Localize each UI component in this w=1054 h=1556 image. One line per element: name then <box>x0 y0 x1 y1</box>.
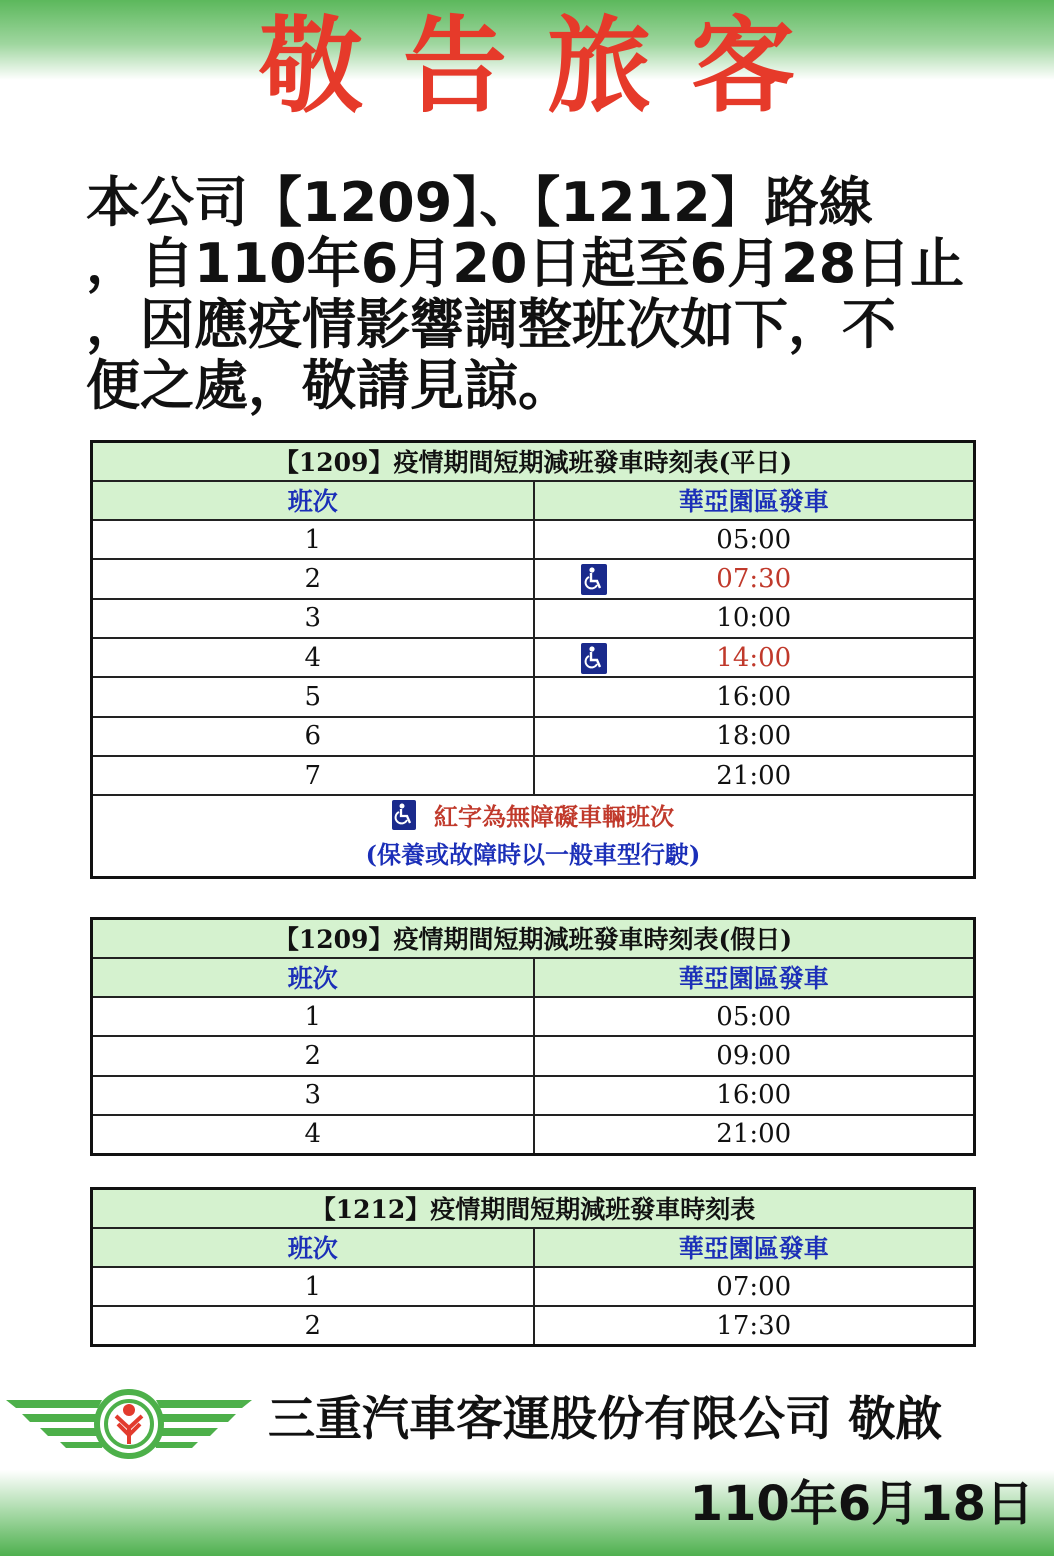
table-heading: 【1209】疫情期間短期減班發車時刻表(平日) <box>92 442 975 481</box>
departure-time: 16:00 <box>534 1076 975 1115</box>
departure-time: 05:00 <box>534 520 975 559</box>
departure-time: 05:00 <box>534 997 975 1036</box>
table-heading: 【1212】疫情期間短期減班發車時刻表 <box>92 1189 975 1228</box>
trip-number: 4 <box>92 1115 534 1154</box>
departure-time: 21:00 <box>534 756 975 795</box>
trip-number: 2 <box>92 1036 534 1075</box>
trip-number: 6 <box>92 717 534 756</box>
table-row <box>92 1267 975 1306</box>
timetable-1209-weekday <box>90 440 976 879</box>
notice-title: 敬告旅客 <box>258 5 835 127</box>
trip-number: 2 <box>92 559 534 598</box>
col-header-depart: 華亞園區發車 <box>534 958 975 997</box>
departure-time-cell <box>534 638 975 677</box>
trip-number: 1 <box>92 997 534 1036</box>
trip-number: 3 <box>92 599 534 638</box>
departure-time: 21:00 <box>534 1115 975 1154</box>
trip-number: 3 <box>92 1076 534 1115</box>
trip-number: 5 <box>92 677 534 716</box>
company-signature: 三重汽車客運股份有限公司 敬啟 <box>268 1392 943 1447</box>
table-row <box>92 717 975 756</box>
wheelchair-icon <box>581 564 607 595</box>
col-header-trip: 班次 <box>92 958 534 997</box>
timetable-1209-holiday <box>90 917 976 1156</box>
table-row <box>92 677 975 716</box>
col-header-trip: 班次 <box>92 481 534 520</box>
wheelchair-icon <box>581 643 607 674</box>
departure-time: 07:30 <box>716 564 792 595</box>
table-row <box>92 997 975 1036</box>
trip-number: 1 <box>92 1267 534 1306</box>
departure-time: 07:00 <box>534 1267 975 1306</box>
wheelchair-icon <box>392 800 416 830</box>
notice-date: 110年6月18日 <box>689 1476 1034 1532</box>
table-row <box>92 1036 975 1075</box>
trip-number: 4 <box>92 638 534 677</box>
departure-time: 18:00 <box>534 717 975 756</box>
notice-line: ，自110年6月20日起至6月28日止 <box>86 232 965 295</box>
departure-time: 10:00 <box>534 599 975 638</box>
notice-line: 便之處，敬請見諒。 <box>86 354 572 417</box>
trip-number: 1 <box>92 520 534 559</box>
accessibility-note <box>92 795 975 877</box>
departure-time: 17:30 <box>534 1306 975 1345</box>
table-row <box>92 520 975 559</box>
accessibility-note-text: 紅字為無障礙車輛班次 <box>434 801 674 831</box>
table-heading: 【1209】疫情期間短期減班發車時刻表(假日) <box>92 919 975 958</box>
departure-time: 09:00 <box>534 1036 975 1075</box>
departure-time: 16:00 <box>534 677 975 716</box>
table-row <box>92 756 975 795</box>
trip-number: 7 <box>92 756 534 795</box>
notice-body <box>86 172 986 416</box>
col-header-depart: 華亞園區發車 <box>534 1228 975 1267</box>
accessibility-note-row <box>92 795 975 877</box>
table-row <box>92 638 975 677</box>
col-header-trip: 班次 <box>92 1228 534 1267</box>
col-header-depart: 華亞園區發車 <box>534 481 975 520</box>
notice-line: 本公司【1209】、【1212】路線 <box>86 171 873 234</box>
table-row <box>92 559 975 598</box>
notice-line: ，因應疫情影響調整班次如下，不 <box>86 293 896 356</box>
timetable-1212 <box>90 1187 976 1347</box>
table-row <box>92 1076 975 1115</box>
accessibility-note-subtext: (保養或故障時以一般車型行駛) <box>365 839 701 869</box>
winged-bus-logo-icon <box>6 1384 252 1464</box>
trip-number: 2 <box>92 1306 534 1345</box>
departure-time: 14:00 <box>716 642 792 673</box>
table-row <box>92 1306 975 1345</box>
table-row <box>92 1115 975 1154</box>
table-row <box>92 599 975 638</box>
departure-time-cell <box>534 559 975 598</box>
